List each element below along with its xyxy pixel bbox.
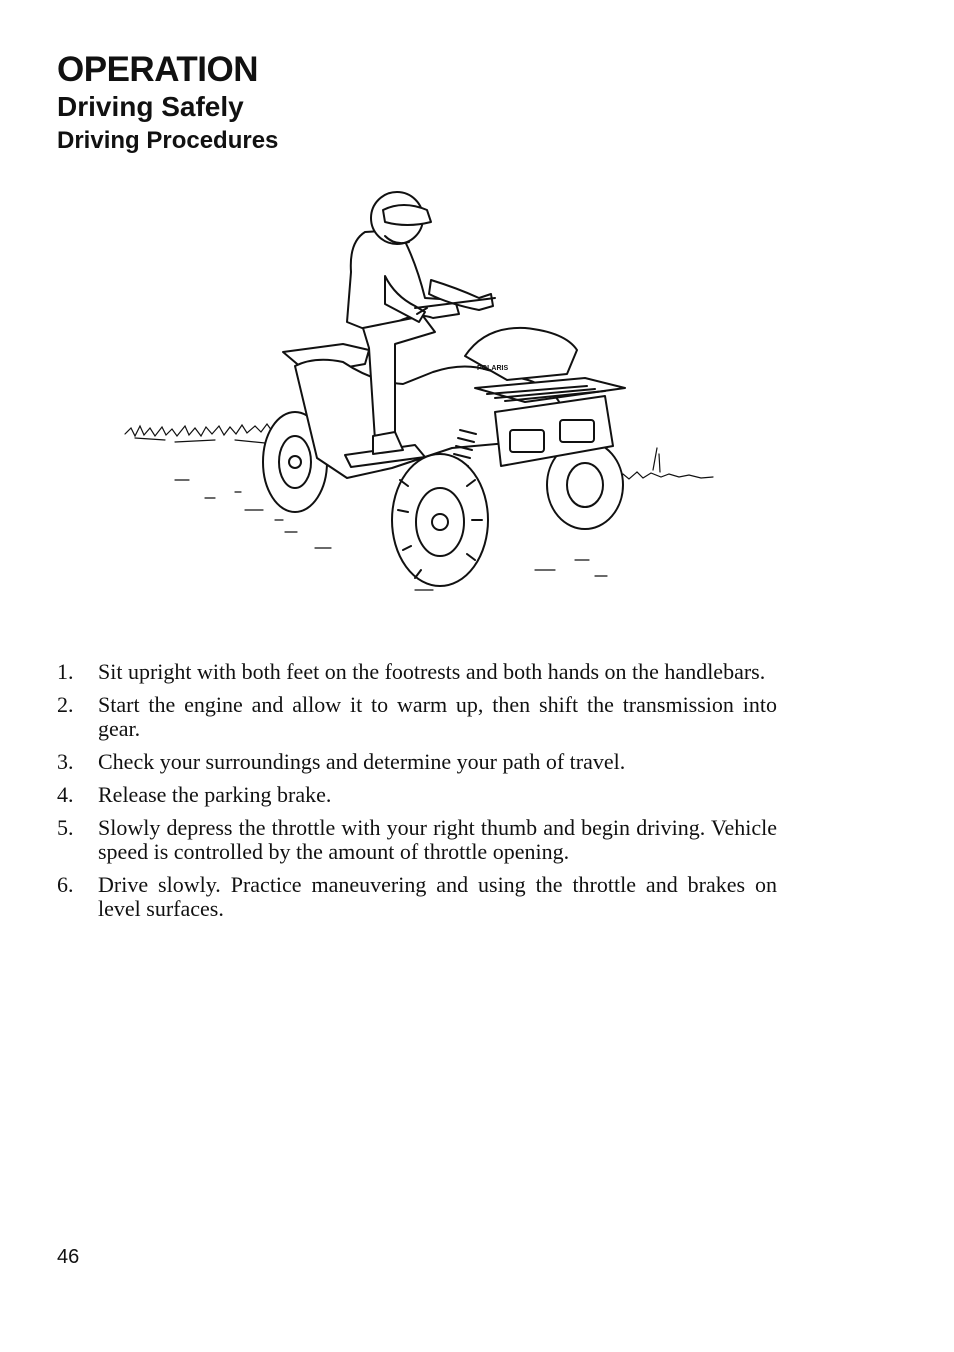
step-number: 3. xyxy=(57,749,74,774)
step-text: Release the parking brake. xyxy=(98,782,332,807)
step-number: 6. xyxy=(57,872,74,897)
list-item xyxy=(57,693,777,741)
page-number: 46 xyxy=(57,1246,80,1268)
step-text: Check your surroundings and determine your path of travel. xyxy=(98,749,626,774)
procedure-list xyxy=(57,660,777,930)
topic-title: Driving Procedures xyxy=(57,127,279,154)
section-title: OPERATION xyxy=(57,50,258,89)
step-text: Sit upright with both feet on the footrests and both hands on the handlebars. xyxy=(98,659,766,684)
list-item xyxy=(57,660,777,684)
subsection-title: Driving Safely xyxy=(57,91,244,122)
list-item xyxy=(57,873,777,921)
step-number: 2. xyxy=(57,692,74,717)
step-number: 1. xyxy=(57,659,74,684)
list-item xyxy=(57,783,777,807)
brand-label: POLARIS xyxy=(477,365,509,372)
step-number: 4. xyxy=(57,782,74,807)
step-text: Start the engine and allow it to warm up, then shift the transmission into gear. xyxy=(98,692,777,741)
step-number: 5. xyxy=(57,815,74,840)
step-text: Drive slowly. Practice maneuvering and using the throttle and brakes on level surfaces. xyxy=(98,872,777,921)
list-item xyxy=(57,816,777,864)
step-text: Slowly depress the throttle with your right thumb and begin driving. Vehicle speed is controlled by the amount of throttle opening. xyxy=(98,815,777,864)
atv-rider-illustration xyxy=(115,180,725,600)
list-item xyxy=(57,750,777,774)
